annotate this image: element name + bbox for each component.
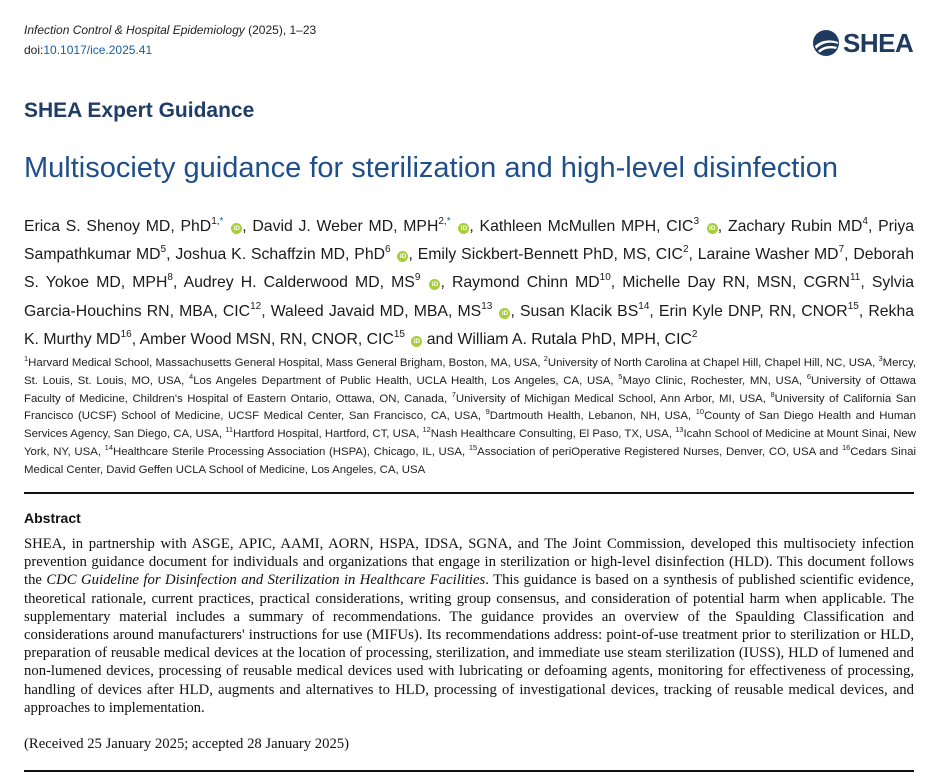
author-separator: , (131, 330, 140, 348)
article-title: Multisociety guidance for sterilization and high-level disinfection (24, 152, 839, 184)
author-affiliation-ref: 5 (160, 244, 167, 256)
affiliation-text: University of Ottawa Faculty of Medicine, Children's Hospital of Eastern Ontario, Ottawa, ON, Canada, (24, 374, 916, 405)
affiliation-number: 15 (468, 442, 478, 452)
author (270, 300, 511, 320)
doi-label: doi: (24, 43, 44, 57)
author (622, 274, 860, 291)
author (728, 218, 868, 235)
author-separator: , (717, 218, 728, 235)
affiliation-number: 6 (806, 371, 811, 381)
affiliation-text: Icahn School of Medicine at Mount Sinai, New York, NY, USA, (24, 428, 916, 458)
author-separator: , (261, 302, 271, 320)
author-affiliation-ref: 6 (385, 244, 391, 256)
author (457, 328, 698, 348)
author-affiliation-ref: 3 (693, 216, 700, 227)
journal-citation (24, 23, 316, 37)
author-name: Michelle Day RN, MSN, CGRN (622, 274, 850, 292)
author-affiliation-ref: 13 (481, 300, 493, 312)
received-dates: (Received 25 January 2025; accepted 28 January 2025) (24, 736, 350, 752)
author-affiliation-ref: 9 (414, 272, 421, 284)
orcid-icon[interactable]: iD (411, 336, 422, 347)
author-separator: , (408, 246, 418, 264)
orcid-icon[interactable]: iD (231, 223, 242, 234)
author-separator: , (867, 218, 879, 235)
author (480, 218, 718, 235)
doi-link[interactable]: 10.1017/ice.2025.41 (43, 43, 153, 57)
affiliation-number: 7 (451, 389, 456, 399)
author-separator: , (469, 218, 480, 235)
author-affiliation-ref: 15 (393, 328, 405, 340)
author-list (24, 213, 914, 354)
author-affiliation-ref: 16 (120, 328, 132, 340)
author-name: Susan Klacik BS (519, 302, 639, 320)
author-name: Raymond Chinn MD (451, 274, 600, 292)
affiliation-number: 5 (618, 371, 623, 381)
author-separator: , (858, 302, 869, 320)
abstract-text-part1: SHEA, in partnership with ASGE, APIC, AAMI, AORN, HSPA, IDSA, SGNA, and The Joint Commission, developed this multisociety infection prevention guidance document for individuals and organizations that engage in sterilization or high-level disinfection (HLD). This document follows the (24, 536, 914, 589)
author-name: Sylvia Garcia-Houchins RN, MBA, CIC (24, 274, 914, 320)
affiliation-number: 10 (695, 407, 705, 417)
affiliation-number: 4 (189, 371, 194, 381)
author-separator: , (242, 218, 253, 235)
author (139, 328, 423, 348)
affiliation-text: University of California San Francisco (UCSF) School of Medicine, UCSF Medical Center, San Francisco, CA, USA, (24, 392, 916, 423)
affiliation-text: Los Angeles Department of Public Health, UCLA Health, Los Angeles, CA, USA, (193, 374, 619, 387)
author-name: Priya Sampathkumar MD (24, 218, 915, 264)
author-affiliation-ref: 2,* (438, 216, 451, 227)
author-final-separator: and (422, 330, 458, 348)
abstract-guideline-title: CDC Guideline for Disinfection and Sterilization in Healthcare Facilities (46, 572, 486, 589)
author (24, 218, 242, 235)
orcid-icon[interactable]: iD (499, 308, 510, 319)
author-affiliation-ref: 7 (838, 244, 845, 256)
author-separator: , (860, 274, 872, 292)
author-name: Waleed Javaid MD, MBA, MS (270, 302, 482, 320)
author-separator: , (844, 246, 854, 264)
shea-logo-icon (812, 29, 840, 57)
author-name: Deborah S. Yokoe MD, MPH (24, 246, 914, 292)
author-affiliation-ref: 1,* (211, 216, 224, 227)
author-affiliation-ref: 14 (638, 300, 650, 312)
author-name: Audrey H. Calderwood MD, MS (183, 274, 415, 292)
affiliation-number: 13 (675, 425, 684, 435)
affiliation-text: Dartmouth Health, Lebanon, NH, USA, (489, 410, 696, 423)
author-affiliation-ref: 11 (849, 272, 861, 284)
affiliation-number: 9 (485, 407, 490, 417)
author-separator: , (510, 302, 520, 320)
author-name: Erica S. Shenoy MD, PhD (24, 218, 212, 235)
affiliation-text: Cedars Sinai Medical Center, David Geffen UCLA School of Medicine, Los Angeles, CA, USA (24, 445, 916, 476)
abstract-heading: Abstract (24, 510, 81, 526)
author (184, 274, 441, 291)
affiliation-number: 2 (543, 354, 548, 363)
author-affiliation-ref: 15 (847, 300, 859, 312)
author-name: Rekha K. Murthy MD (24, 302, 915, 348)
bottom-divider (24, 770, 914, 772)
top-divider (24, 492, 914, 494)
journal-meta: (2025), 1–23 (248, 23, 317, 37)
affiliation-text: Healthcare Sterile Processing Association (HSPA), Chicago, IL, USA, (113, 445, 469, 458)
author-separator: , (440, 274, 452, 292)
author-separator: , (172, 274, 184, 292)
author-name: Joshua K. Schaffzin MD, PhD (175, 246, 386, 264)
author-name: David J. Weber MD, MPH (252, 218, 439, 235)
author-separator: , (610, 274, 623, 292)
author-separator: , (688, 246, 698, 264)
doi-line (24, 43, 152, 57)
author (452, 274, 611, 291)
author-affiliation-ref: 2 (691, 328, 698, 340)
orcid-icon[interactable]: iD (707, 223, 718, 234)
affiliation-list (24, 355, 916, 480)
author (658, 300, 859, 320)
affiliation-text: Hartford Hospital, Hartford, CT, USA, (233, 428, 423, 441)
affiliation-text: Nash Healthcare Consulting, El Paso, TX, USA, (430, 428, 676, 441)
author-affiliation-ref: 12 (250, 300, 262, 312)
orcid-icon[interactable]: iD (397, 251, 408, 262)
affiliation-text: County of San Diego Health and Human Services Agency, San Diego, CA, USA, (24, 410, 916, 441)
author-affiliation-ref: 8 (167, 272, 173, 284)
affiliation-number: 14 (104, 442, 113, 452)
affiliation-text: Mercy, St. Louis, St. Louis, MO, USA, (24, 357, 916, 387)
shea-logo (812, 28, 913, 58)
affiliation-text: University of Michigan Medical School, Ann Arbor, MI, USA, (455, 392, 771, 405)
author-name: Zachary Rubin MD (727, 218, 863, 235)
author-name: Amber Wood MSN, RN, CNOR, CIC (139, 330, 394, 348)
section-label: SHEA Expert Guidance (24, 99, 255, 122)
author-separator: , (166, 246, 176, 264)
affiliation-text: Mayo Clinic, Rochester, MN, USA, (622, 374, 807, 387)
author-name: William A. Rutala PhD, MPH, CIC (457, 330, 692, 348)
abstract-body (24, 535, 914, 717)
author-affiliation-ref: 2 (682, 244, 689, 256)
affiliation-number: 3 (878, 354, 883, 363)
corresponding-author-mark: * (446, 216, 451, 227)
orcid-icon[interactable]: iD (429, 279, 440, 290)
author (698, 246, 844, 263)
affiliation-number: 16 (841, 442, 851, 452)
affiliation-number: 1 (24, 354, 29, 363)
affiliation-text: University of North Carolina at Chapel Hill, Chapel Hill, NC, USA, (547, 357, 879, 369)
journal-name: Infection Control & Hospital Epidemiology (24, 23, 245, 37)
author-name: Kathleen McMullen MPH, CIC (479, 218, 694, 235)
corresponding-author-mark: * (219, 216, 224, 227)
affiliation-number: 8 (770, 389, 775, 399)
author-name: Erin Kyle DNP, RN, CNOR (658, 302, 848, 320)
abstract-text-part2: . This guidance is based on a synthesis of published scientific evidence, theoretical rationale, current practices, practical considerations, writing group consensus, and consideration of potential harm when applicable. The supplementary material includes a summary of recommendations. The guidance provides an overview of the Spaulding Classification and considerations around manufacturers' instructions for use (MIFUs). Its recommendations address: point-of-use treatment prior to sterilization or HLD, preparation of reusable medical devices at the location of processing, sterilization, and immediate use steam sterilization (IUSS), HLD of lumened and non-lumened devices, processing of reusable medical devices used with lubricating or defoaming agents, monitoring for effectiveness of processing, handling of devices after HLD, augments and alternatives to HLD, processing of investigational devices, tracking of reusable medical devices, and approaches to implementation. (24, 572, 914, 716)
orcid-icon[interactable]: iD (458, 223, 469, 234)
author (252, 218, 469, 235)
author-affiliation-ref: 10 (599, 272, 611, 284)
affiliation-number: 12 (422, 425, 431, 435)
author (418, 246, 689, 263)
author-affiliation-ref: 4 (862, 216, 868, 227)
author-name: Laraine Washer MD (697, 246, 839, 264)
author (519, 300, 650, 320)
logo-text: SHEA (843, 28, 914, 58)
affiliation-number: 11 (225, 425, 234, 435)
author-name: Emily Sickbert-Bennett PhD, MS, CIC (417, 246, 683, 264)
affiliation-text: Harvard Medical School, Massachusetts General Hospital, Mass General Brigham, Boston, MA, USA, (28, 357, 544, 369)
affiliation-text: Association of periOperative Registered Nurses, Denver, CO, USA and (477, 445, 842, 458)
author (175, 246, 408, 263)
author-separator: , (649, 302, 659, 320)
